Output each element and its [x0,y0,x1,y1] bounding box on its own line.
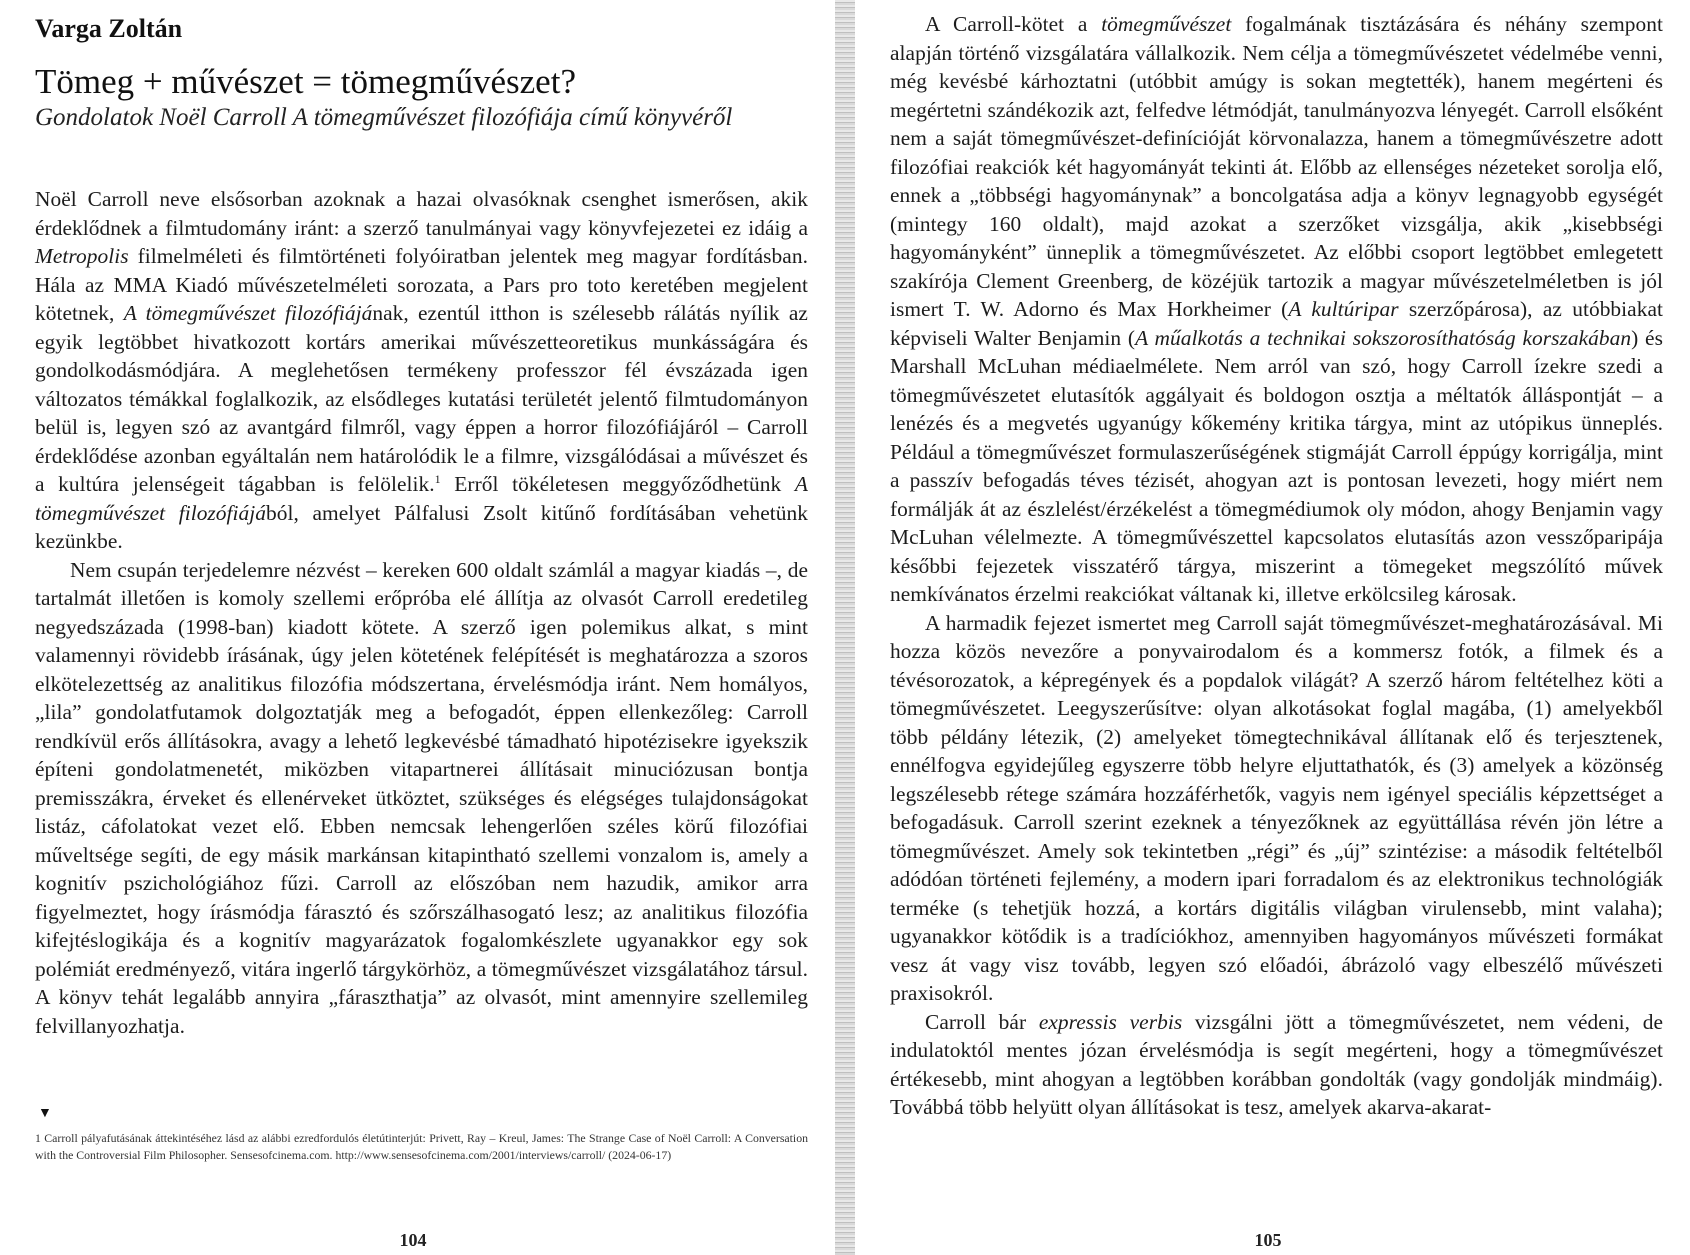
footnote-reference: 1 [434,471,441,486]
article-subtitle: Gondolatok Noël Carroll A tömegművészet filozófiája című könyvéről [35,104,733,131]
paragraph: Carroll bár expressis verbis vizsgálni jött a tömegművészetet, nem védeni, de indulatoktól mentes józan érvelésmódja is segít megérteni, hogy a tömegművészet értékesebb, mint ahogyan a legtöbben korábban gondolták (vagy gondolják mindmáig). Továbbá több helyütt olyan állításokat is tesz, amelyek akarva-akarat- [890,1009,1663,1119]
paragraph: Nem csupán terjedelemre nézvést – kereken 600 oldalt számlál a magyar kiadás –, de tartalmát illetően is komoly szellemi erőpróba elé állítja az olvasót Carroll eredetileg negyedszázada (1998-ban) kiadott kötete. A szerző igen polemikus alkat, s mint valamennyi rövidebb írásának, úgy jelen kötetének felépítését is meghatározza a szoros elkötelezettség az analitikus filozófia módszertana, érvelésmódja iránt. Nem homályos, „lila” gondolatfutamok dolgoztatják meg a befogadót, éppen ellenkezőleg: Carroll rendkívül erős állításokra, avagy a lehető legkevésbé támadható hipotézisekre igyekszik építeni gondolatmenetét, miközben vitapartnerei állításait minuciózusan bontja premisszákra, érveket és ellenérveket ütköztet, szükséges és elégséges tulajdonságokat listáz, cáfolatokat vezet elő. Ebben nemcsak lehengerlően széles körű filozófiai műveltsége segíti, de egy másik markánsan kitapintható szellemi vonzalom is, amely a kognitív pszichológiához fűzi. Carroll az előszóban nem hazudik, amikor arra figyelmeztet, hogy írásmódja fárasztó és szőrszálhasogató lesz; az analitikus filozófia kifejtéslogikája és a kognitív magyarázatok fogalomkészlete ugyanakkor egy sok polémiát eredményező, vitára ingerlő tárgykörhöz, a tömegművészet vizsgálatához társul. A könyv tehát legalább annyira „fáraszthatja” az olvasót, mint amennyire szellemileg felvillanyozhatja. [35,557,808,1038]
paragraph: A harmadik fejezet ismertet meg Carroll saját tömegművészet-meghatározásával. Mi hozza közös nevezőre a ponyvairodalom és a kommersz fotók, a filmek és a tévésorozatok, a képregények és a popdalok világát? A szerző három feltételhez köti a tömegművészetet. Leegyszerűsítve: olyan alkotásokat foglal magába, (1) amelyekből több példány létezik, (2) amelyeket tömegtechnikával állítanak elő és terjesztenek, ennélfogva egyidejűleg egyszerre több helyre eljuttathatók, és (3) amelyek a közönség legszélesebb rétege számára hozzáférhetők, vagyis nem igényel speciális képzettséget a befogadásuk. Carroll szerint ezeknek a tényezőknek az együttállása révén jön létre a tömegművészet. Amely sok tekintetben „régi” és „új” szintézise: a második feltételből adódóan történeti fejlemény, a modern ipari forradalom és az elektronikus technológiák terméke (s tehetjük hozzá, a kortárs digitális világban virulensebb, mint valaha); ugyanakkor kötődik is a tradíciókhoz, amennyiben hagyományos művészeti formákat vesz át vagy visz tovább, legyen szó előadói, ábrázoló vagy elbeszélő művészeti praxisokról. [890,610,1663,1005]
right-body-text [890,10,1663,1122]
book-gutter [835,0,855,1255]
right-page [855,0,1690,1255]
left-page [0,0,835,1255]
paragraph: A Carroll-kötet a tömegművészet fogalmának tisztázására és néhány szempont alapján történő vizsgálatára vállalkozik. Nem célja a tömegművészetet védelmébe venni, még kevésbé kárhoztatni (utóbbit amúgy is sokan megtették), hanem megérteni és megértetni szándékozik azt, felfedve létmódját, tanulmányozva lényegét. Carroll elsőként nem a saját tömegművészet-definícióját körvonalazza, hanem a tömegművészetre adott filozófiai reakciók két hagyományát tekinti át. Előbb az ellenséges nézeteket sorolja elő, ennek a „többségi hagyománynak” a boncolgatása adja a könyv legnagyobb egységét (mintegy 160 oldalt), majd azokat a szerzőket vizsgálja, akik „kisebbségi hagyományként” ünneplik a tömegművészetet. Az előbbi csoport legtöbbet emlegetett szakírója Clement Greenberg, de közéjük tartozik a magyar művészetelméletben is jól ismert T. W. Adorno és Max Horkheimer (A kultúripar szerzőpárosa), az utóbbiakat képviseli Walter Benjamin (A műalkotás a technikai sokszorosíthatóság korszakában) és Marshall McLuhan médiaelmélete. Nem arról van szó, hogy Carroll ízekre szedi a tömegművészetet elutasítók aggályait és boldogon osztja a méltatók álláspontját – a lenézés és a megvetés ugyanúgy kőkemény kritika tárgya, mint az utópikus ünneplés. Például a tömegművészet formulaszerűségének stigmáját Carroll éppúgy korrigálja, mint a passzív befogadás téves tézisét, ahogyan azt is pontosan levezeti, hogy miért nem formálják át az észlelést/érzékelést a tömegmédiumok oly módon, ahogy Benjamin vagy McLuhan vélelmezte. A tömegművészettel kapcsolatos elutasítás azon vesszőparipája későbbi fejezetek visszatérő tárgya, miszerint a tömegeket megszólító művek nemkívánatos érzelmi reakciókat váltanak ki, illetve erkölcsileg károsak. [890,12,1663,606]
page-number: 105 [1254,1230,1282,1250]
left-body-text [35,185,808,1040]
page-number: 104 [399,1230,427,1250]
article-title: Tömeg + művészet = tömegművészet? [35,62,576,101]
author-name: Varga Zoltán [35,14,183,43]
paragraph: Noël Carroll neve elsősorban azoknak a hazai olvasóknak csenghet ismerősen, akik érdeklődnek a filmtudomány iránt: a szerző tanulmányai vagy könyvfejezetei ez idáig a Metropolis filmelméleti és filmtörténeti folyóiratban jelentek meg magyar fordításban. Hála az MMA Kiadó művészetelméleti sorozata, a Pars pro toto keretében megjelent kötetnek, A tömegművészet filozófiájának, ezentúl itthon is szélesebb rálátás nyílik az egyik legtöbbet hivatkozott kortárs amerikai művészetteoretikus munkásságára és gondolkodásmódjára. A meglehetősen termékeny professzor fél évszázada igen változatos témákkal foglalkozik, az elsődleges kutatási területét jelentő filmtudományon belül is, legyen szó az avantgárd filmről, vagy éppen a horror filozófiájáról – Carroll érdeklődése azonban egyáltalán nem határolódik le a filmre, vizsgálódásai a művészet és a kultúra jelenségeit tágabban is felölelik.$^1$ Erről tökéletesen meggyőződhetünk A tömegművészet filozófiájából, amelyet Pálfalusi Zsolt kitűnő fordításában vehetünk kezünkbe. [35,187,808,553]
footnote-marker: ▼ [38,1106,52,1121]
footnote: 1 Carroll pályafutásának áttekintéséhez lásd az alábbi ezredfordulós életútinterjút: Privett, Ray – Kreul, James: The Strange Case of Noël Carroll: A Conversation with the Controversial Film Philosopher. Sensesofcinema.com. http://www.sensesofcinema.com/2001/interviews/carroll/ (2024-06-17) [35,1131,808,1162]
